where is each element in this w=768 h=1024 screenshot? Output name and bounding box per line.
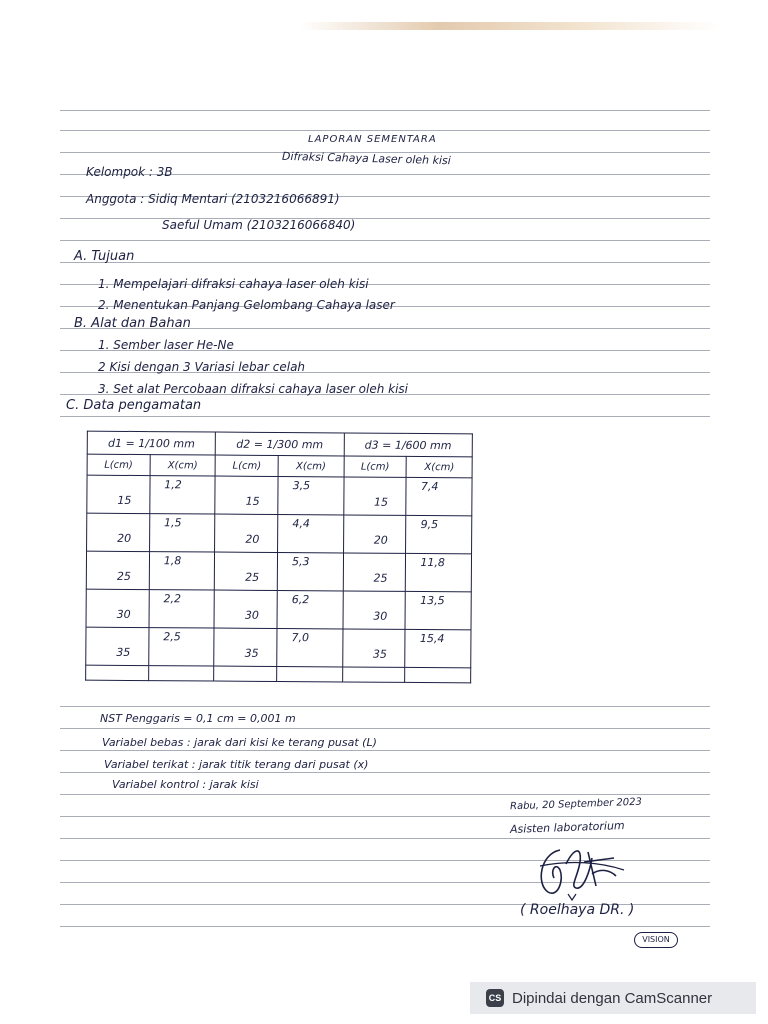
cell-x: 5,3 [292, 555, 310, 569]
vision-stamp: VISION [634, 932, 678, 948]
section-a-item: 1. Mempelajari difraksi cahaya laser oleh kisi [98, 277, 369, 291]
cell-x: 9,5 [420, 517, 439, 532]
table-row [86, 589, 471, 630]
group-header-d2: d2 = 1/300 mm [216, 432, 344, 456]
section-b-item: 3. Set alat Percobaan difraksi cahaya laser oleh kisi [98, 382, 408, 396]
cell-l: 25 [116, 569, 131, 583]
ruled-line [60, 130, 710, 131]
cell-x: 3,5 [292, 479, 311, 493]
cell-l: 15 [117, 493, 132, 507]
table-header-row [87, 431, 472, 457]
column-header-l: L(cm) [215, 455, 278, 476]
ruled-line [60, 772, 710, 773]
observation-table [85, 431, 473, 684]
member-line-1: Anggota : Sidiq Mentari (2103216066891) [86, 192, 340, 206]
section-b-item: 2 Kisi dengan 3 Variasi lebar celah [98, 360, 306, 374]
column-header-x: X(cm) [406, 456, 472, 477]
cell-l: 15 [245, 494, 260, 508]
column-header-l: L(cm) [344, 456, 407, 477]
cell-x: 11,8 [420, 555, 445, 570]
cell-l: 20 [373, 533, 388, 547]
signature-role: Asisten laboratorium [509, 819, 625, 836]
ruled-line [60, 750, 710, 751]
column-header-x: X(cm) [150, 455, 216, 476]
section-a-title: A. Tujuan [74, 249, 135, 264]
cell-l: 20 [117, 531, 132, 545]
camscanner-watermark [470, 982, 756, 1014]
group-line: Kelompok : 3B [86, 165, 173, 179]
cell-x: 15,4 [419, 631, 445, 646]
group-header-d3: d3 = 1/600 mm [344, 433, 473, 457]
note-dependent-variable: Variabel terikat : jarak titik terang dari pusat (x) [104, 758, 369, 771]
report-title: LAPORAN SEMENTARA [308, 134, 437, 145]
note-independent-variable: Variabel bebas : jarak dari kisi ke terang pusat (L) [102, 736, 377, 749]
camscanner-text: Dipindai dengan CamScanner [512, 989, 713, 1007]
ruled-line [60, 416, 710, 417]
table-row [87, 513, 472, 554]
table-empty-row [86, 665, 471, 683]
ruled-line [60, 728, 710, 729]
group-header-d1: d1 = 1/100 mm [87, 431, 215, 455]
cell-x: 1,5 [163, 516, 182, 530]
camscanner-icon: CS [486, 989, 504, 1007]
section-a-item: 2. Menentukan Panjang Gelombang Cahaya laser [98, 298, 395, 312]
column-header-x: X(cm) [278, 455, 344, 476]
cell-l: 30 [244, 608, 259, 622]
cell-l: 35 [372, 647, 387, 661]
ruled-line [60, 838, 710, 839]
signer-name: ( Roelhaya DR. ) [520, 902, 635, 918]
cell-l: 30 [116, 607, 131, 621]
cell-x: 4,4 [292, 517, 310, 531]
cell-x: 1,2 [164, 478, 182, 492]
member-line-2: Saeful Umam (2103216066840) [162, 218, 356, 232]
report-subtitle: Difraksi Cahaya Laser oleh kisi [281, 149, 451, 168]
handwritten-signature [530, 840, 630, 902]
ruled-line [60, 110, 710, 111]
ruled-line [60, 794, 710, 795]
cell-x: 7,4 [420, 479, 439, 494]
ruled-line [60, 218, 710, 219]
cell-x: 1,8 [163, 554, 182, 568]
paper-edge-strip [300, 22, 720, 30]
cell-l: 35 [244, 646, 259, 660]
section-c-title: C. Data pengamatan [66, 398, 202, 413]
cell-l: 25 [373, 571, 388, 585]
table-row [87, 475, 472, 516]
ruled-line [60, 816, 710, 817]
cell-l: 30 [373, 609, 388, 623]
cell-x: 6,2 [291, 593, 310, 607]
cell-x: 13,5 [420, 593, 445, 608]
ruled-line [60, 706, 710, 707]
cell-l: 15 [373, 495, 389, 509]
note-control-variable: Variabel kontrol : jarak kisi [112, 778, 259, 791]
cell-l: 25 [245, 570, 260, 584]
table-row [86, 627, 471, 668]
ruled-line [60, 240, 710, 241]
cell-x: 7,0 [291, 631, 310, 645]
signature-date: Rabu, 20 September 2023 [509, 796, 643, 813]
cell-l: 20 [245, 532, 260, 546]
cell-x: 2,2 [163, 592, 182, 606]
section-b-item: 1. Sember laser He-Ne [98, 338, 234, 352]
cell-x: 2,5 [163, 630, 181, 644]
cell-l: 35 [116, 645, 131, 659]
table-row [86, 551, 471, 592]
table-subheader-row [87, 454, 472, 478]
section-b-title: B. Alat dan Bahan [74, 316, 191, 331]
column-header-l: L(cm) [87, 454, 150, 475]
ruled-line [60, 926, 710, 927]
ruled-line [60, 262, 710, 263]
note-nst: NST Penggaris = 0,1 cm = 0,001 m [100, 712, 296, 725]
